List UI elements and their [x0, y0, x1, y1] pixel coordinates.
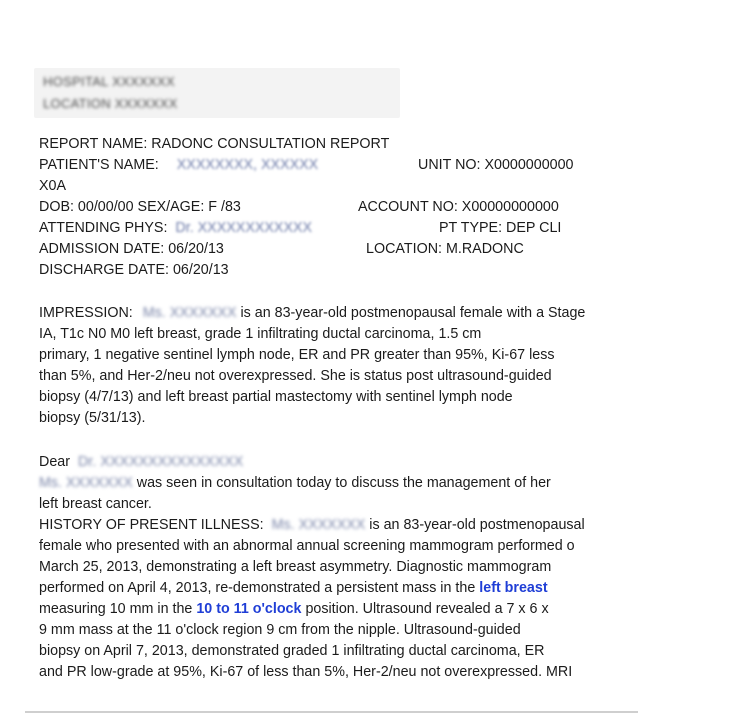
hpi-line-8: and PR low-grade at 95%, Ki-67 of less than 5%, Her-2/neu not overexpressed. MRI	[39, 664, 573, 680]
seen-line-2: left breast cancer.	[39, 496, 152, 512]
admission-date: ADMISSION DATE: 06/20/13	[39, 241, 224, 257]
account-no: ACCOUNT NO: X00000000000	[358, 199, 559, 215]
location: LOCATION: M.RADONC	[366, 241, 524, 257]
patient-name-row	[39, 155, 318, 175]
impression-line-2: IA, T1c N0 M0 left breast, grade 1 infiltrating ductal carcinoma, 1.5 cm	[39, 326, 482, 342]
impression-label: IMPRESSION:	[39, 305, 133, 321]
attending-row	[39, 218, 312, 238]
hpi-line-6: 9 mm mass at the 11 o'clock region 9 cm from the nipple. Ultrasound-guided	[39, 622, 521, 638]
hpi-line-2: female who presented with an abnormal annual screening mammogram performed o	[39, 538, 575, 554]
hpi-label: HISTORY OF PRESENT ILLNESS:	[39, 517, 268, 533]
hpi-line-7: biopsy on April 7, 2013, demonstrated graded 1 infiltrating ductal carcinoma, ER	[39, 643, 545, 659]
report-name: REPORT NAME: RADONC CONSULTATION REPORT	[39, 136, 390, 152]
hospital-location: LOCATION XXXXXXX	[43, 96, 178, 111]
impression-patient-name: Ms. XXXXXXX	[142, 305, 237, 321]
impression-line-3: primary, 1 negative sentinel lymph node, ER and PR greater than 95%, Ki-67 less	[39, 347, 555, 363]
hpi-line-1: HISTORY OF PRESENT ILLNESS: Ms. XXXXXXX is an 83-year-old postmenopausal	[39, 517, 585, 533]
attending-label: ATTENDING PHYS:	[39, 220, 168, 236]
unit-no: UNIT NO: X0000000000	[418, 157, 574, 173]
impression-line-5: biopsy (4/7/13) and left breast partial mastectomy with sentinel lymph node	[39, 389, 513, 405]
pt-type: PT TYPE: DEP CLI	[439, 220, 562, 236]
impression-line-4: than 5%, and Her-2/neu not overexpressed. She is status post ultrasound-guided	[39, 368, 552, 384]
page-divider	[25, 711, 638, 713]
hospital-name: HOSPITAL XXXXXXX	[43, 74, 175, 89]
unit-no-wrap: X0A	[39, 178, 67, 194]
left-breast-link[interactable]: left breast	[479, 580, 548, 596]
discharge-date: DISCHARGE DATE: 06/20/13	[39, 262, 229, 278]
clock-position-link[interactable]: 10 to 11 o'clock	[196, 601, 302, 617]
salutation	[39, 452, 243, 472]
hpi-line-4: performed on April 4, 2013, re-demonstrated a persistent mass in the left breast	[39, 580, 548, 596]
impression-line-1: IMPRESSION: Ms. XXXXXXX is an 83-year-old postmenopausal female with a Stage	[39, 305, 586, 321]
hpi-line-3: March 25, 2013, demonstrating a left breast asymmetry. Diagnostic mammogram	[39, 559, 552, 575]
hpi-line-5: measuring 10 mm in the 10 to 11 o'clock position. Ultrasound revealed a 7 x 6 x	[39, 601, 549, 617]
seen-patient-name: Ms. XXXXXXX	[39, 475, 133, 491]
attending-value: Dr. XXXXXXXXXXXX	[175, 220, 313, 236]
salutation-name: Dr. XXXXXXXXXXXXXXX	[77, 454, 244, 470]
patient-name-label: PATIENT'S NAME:	[39, 157, 159, 173]
salutation-text: Dear	[39, 454, 70, 470]
patient-name-value: XXXXXXXX, XXXXXX	[176, 157, 319, 173]
hpi-patient-name: Ms. XXXXXXX	[271, 517, 366, 533]
impression-line-6: biopsy (5/31/13).	[39, 410, 146, 426]
dob-sex-age: DOB: 00/00/00 SEX/AGE: F /83	[39, 199, 241, 215]
seen-line-1: Ms. XXXXXXX was seen in consultation today to discuss the management of her	[39, 475, 551, 491]
